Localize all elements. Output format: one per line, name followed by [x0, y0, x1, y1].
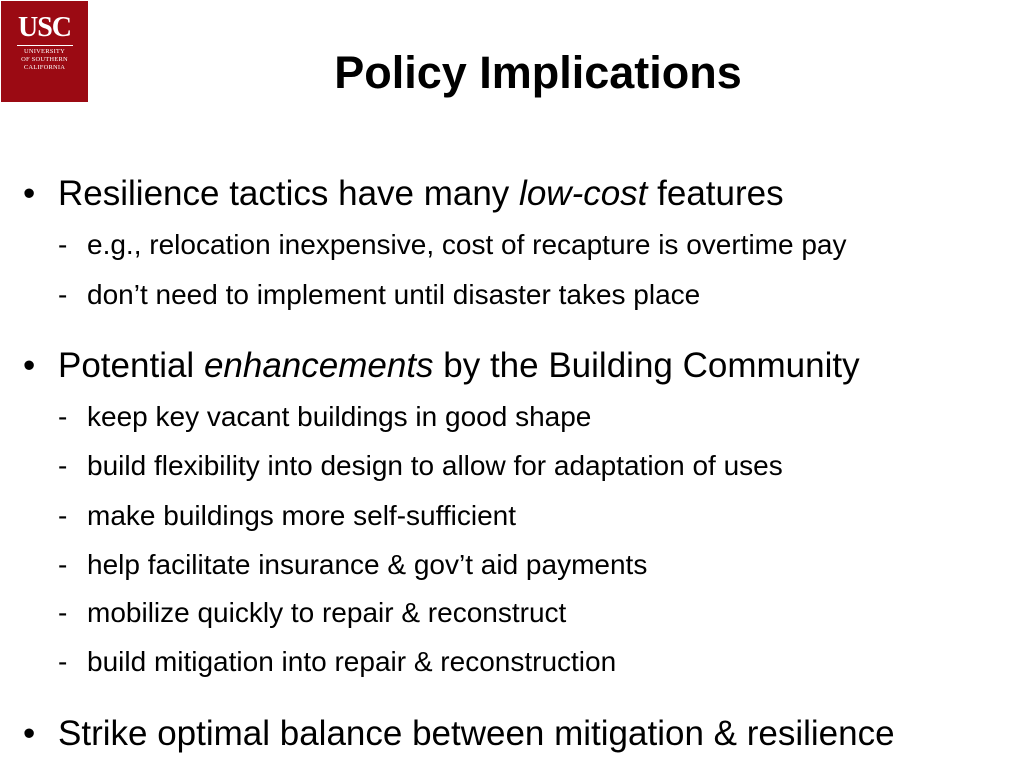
logo-mark: USC: [17, 12, 71, 43]
bullet-2-text-pre: Potential: [58, 346, 204, 385]
sub-bullet-text: e.g., relocation inexpensive, cost of recapture is overtime pay: [87, 229, 847, 260]
sub-bullet-text: help facilitate insurance & gov’t aid payments: [87, 549, 648, 580]
sub-bullet-text: mobilize quickly to repair & reconstruct: [87, 597, 567, 628]
bullet-1: [23, 174, 784, 214]
sub-bullet-2-6: [58, 646, 616, 678]
sub-bullet-text: build mitigation into repair & reconstruction: [87, 646, 617, 677]
bullet-dot: •: [23, 174, 36, 213]
bullet-1-text-pre: Resilience tactics have many: [58, 174, 520, 213]
sub-bullet-2-3: [58, 500, 516, 532]
sub-bullet-dash: -: [58, 500, 68, 531]
sub-bullet-1-1: [58, 229, 847, 261]
sub-bullet-dash: -: [58, 401, 68, 432]
sub-bullet-text: make buildings more self-sufficient: [87, 500, 517, 531]
bullet-2-text-post: by the Building Community: [433, 346, 860, 385]
sub-bullet-2-5: [58, 597, 566, 629]
sub-bullet-dash: -: [58, 597, 68, 628]
bullet-dot: •: [23, 346, 36, 385]
sub-bullet-2-4: [58, 549, 647, 581]
sub-bullet-text: don’t need to implement until disaster takes place: [87, 279, 701, 310]
sub-bullet-text: keep key vacant buildings in good shape: [87, 401, 592, 432]
bullet-1-text-post: features: [647, 174, 784, 213]
logo-line-1: UNIVERSITY: [24, 48, 65, 55]
bullet-2-emphasis: enhancements: [203, 346, 434, 385]
bullet-1-emphasis: low-cost: [519, 174, 648, 213]
sub-bullet-2-1: [58, 401, 591, 433]
logo-line-3: CALIFORNIA: [23, 64, 66, 71]
slide-title: Policy Implications: [334, 47, 742, 98]
bullet-3-text: Strike optimal balance between mitigation & resilience: [58, 714, 895, 753]
sub-bullet-dash: -: [58, 646, 68, 677]
sub-bullet-dash: -: [58, 549, 68, 580]
sub-bullet-dash: -: [58, 450, 68, 481]
bullet-dot: •: [23, 714, 36, 753]
sub-bullet-2-2: [58, 450, 783, 482]
sub-bullet-text: build flexibility into design to allow for adaptation of uses: [87, 450, 783, 481]
sub-bullet-dash: -: [58, 279, 68, 310]
bullet-3: [23, 714, 895, 754]
sub-bullet-dash: -: [58, 229, 68, 260]
logo-line-2: OF SOUTHERN: [21, 56, 68, 63]
sub-bullet-1-2: [58, 279, 700, 311]
bullet-2: [23, 346, 860, 386]
